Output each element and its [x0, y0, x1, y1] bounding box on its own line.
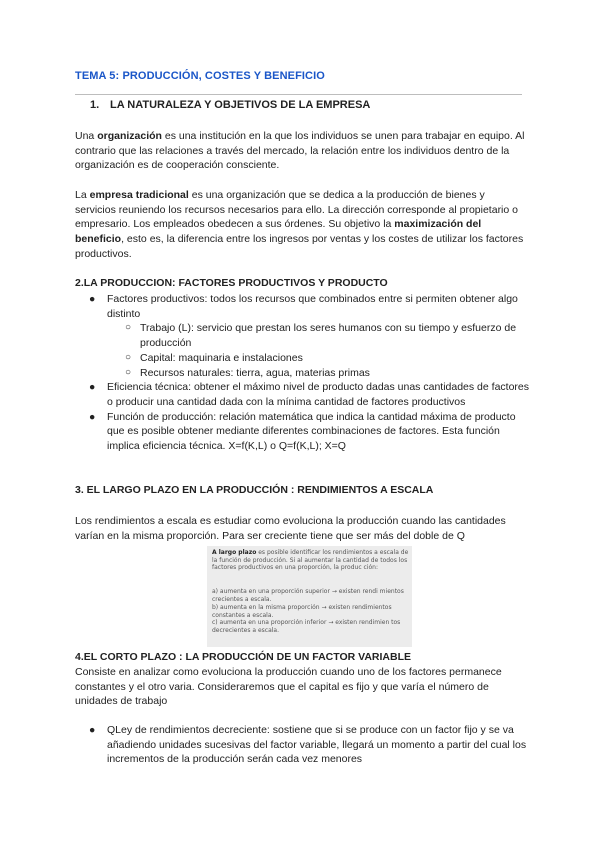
bullet-icon: ● [89, 724, 96, 736]
term-organizacion: organización [97, 130, 162, 142]
section-1-number: 1. [90, 99, 100, 111]
document-title: TEMA 5: PRODUCCIÓN, COSTES Y BENEFICIO [75, 70, 325, 82]
embedded-image-rendimientos [207, 546, 412, 647]
list-subitem: ○ Recursos naturales: tierra, agua, materias primas [125, 366, 370, 379]
list-subitem: ○ Trabajo (L): servicio que prestan los seres humanos con su tiempo y esfuerzo de producción [125, 322, 517, 350]
list-item: ● Eficiencia técnica: obtener el máximo nivel de producto dadas unas cantidades de factores o producir una cantidad dada con la mínima cantidad de factores productivos [89, 381, 529, 408]
list-item: ● Factores productivos: todos los recursos que combinados entre si permiten obtener algo distinto [89, 293, 518, 320]
image-intro: A largo plazo es posible identificar los rendimientos a escala de la función de producción. Si al aumentar la cantidad de todos los factores productivos en una proporción, la produc ción: [212, 549, 409, 572]
section-2-list [75, 292, 530, 454]
bullet-icon: ● [89, 381, 96, 394]
title-divider [75, 94, 522, 95]
section-1-title: LA NATURALEZA Y OBJETIVOS DE LA EMPRESA [110, 99, 371, 111]
section-2-heading: 2.LA PRODUCCION: FACTORES PRODUCTIVOS Y PRODUCTO [75, 277, 388, 289]
section-3-heading: 3. EL LARGO PLAZO EN LA PRODUCCIÓN : RENDIMIENTOS A ESCALA [75, 484, 434, 496]
image-item-a: a) aumenta en una proporción superior → existen rendi mientos crecientes a escala. [212, 588, 404, 603]
section-4-list [75, 723, 530, 767]
image-item-c: c) aumenta en una proporción inferior → existen rendimien tos decrecientes a escala. [212, 619, 401, 634]
bullet-icon: ● [89, 410, 96, 423]
circle-bullet-icon: ○ [125, 322, 132, 334]
image-item-b: b) aumenta en la misma proporción → existen rendimientos constantes a escala. [212, 604, 392, 619]
circle-bullet-icon: ○ [125, 351, 132, 363]
term-empresa-tradicional: empresa tradicional [89, 189, 189, 201]
paragraph-organizacion: Una organización es una institución en la que los individuos se unen para trabajar en equipo. Al contrario que las relaciones a través del mercado, la relación entre los individuos dentro de la organización es de cooperación consciente. [75, 130, 525, 172]
bullet-icon: ● [89, 293, 96, 305]
section-1-heading [90, 99, 370, 111]
list-item: ● Función de producción: relación matemática que indica la cantidad máxima de producto que es posible obtener mediante diferentes combinaciones de factores. Esta función implica eficiencia técnica. X=f(K,L) o Q=f(K,L); X=Q [89, 410, 516, 453]
term-maximizacion-beneficio: maximización del beneficio [75, 218, 482, 246]
section-4-heading: 4.EL CORTO PLAZO : LA PRODUCCIÓN DE UN FACTOR VARIABLE [75, 651, 412, 663]
paragraph-rendimientos-escala: Los rendimientos a escala es estudiar como evoluciona la producción cuando las cantidades varían en la misma proporción. Para ser creciente tiene que ser más del doble de Q [75, 515, 506, 542]
list-item: ● QLey de rendimientos decreciente: sostiene que si se produce con un factor fijo y se va añadiendo unidades sucesivas del factor variable, llegará un momento a partir del cual los incrementos de la producción serán cada vez menores [89, 724, 527, 766]
circle-bullet-icon: ○ [125, 366, 132, 378]
list-subitem: ○ Capital: maquinaria e instalaciones [125, 351, 303, 364]
paragraph-corto-plazo: Consiste en analizar como evoluciona la producción cuando uno de los factores permanece constantes y el otro varia. Consideraremos que el capital es fijo y que varía el número de unidades de trabajo [75, 666, 502, 708]
paragraph-empresa-tradicional: La empresa tradicional es una organización que se dedica a la producción de bienes y servicios reuniendo los recursos necesarios para ello. La dirección corresponde al propietario o empresario. Los empleados obedecen a sus órdenes. Su objetivo la maximización del beneficio, esto es, la diferencia entre los ingresos por ventas y los costes de utilizar los factores productivos. [75, 189, 524, 260]
